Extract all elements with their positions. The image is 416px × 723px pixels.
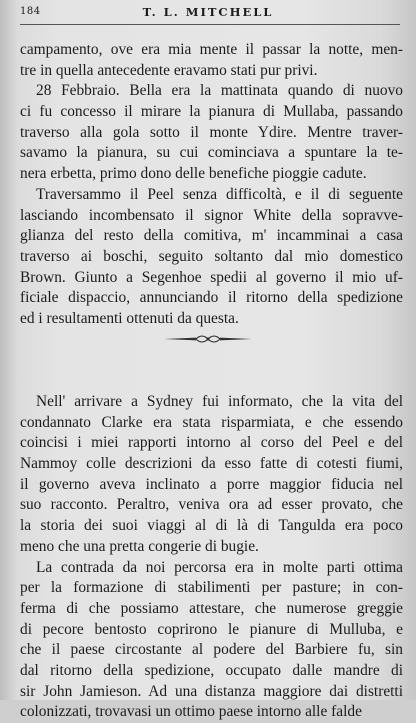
text-line: lasciando incombensato il signor White della sopravve- (20, 206, 403, 224)
text-line: che il paese circostante al podere del Barbiere fu, sin (20, 641, 403, 659)
text-line: Nell' arrivare a Sydney fui informato, che la vita del (36, 393, 403, 410)
text-line: 28 Febbraio. Bella era la mattinata quando di nuovo (36, 82, 403, 100)
text-line: Brown. Giunto a Segenhoe spedii al governo il mio uf- (20, 268, 403, 286)
page-number: 184 (20, 6, 41, 17)
text-line: meno che una pretta congerie di bugie. (20, 537, 259, 555)
text-block-2 (20, 392, 403, 723)
text-line: la storia dei suoi viaggi al di là di Tangulda era poco (20, 517, 403, 535)
running-head: T. L. MITCHELL (142, 5, 274, 19)
text-line: coincisi i miei rapporti intorno al corso del Peel e del (20, 434, 403, 452)
text-line: suo racconto. Peraltro, veniva ora ad esser provato, che (20, 496, 403, 514)
text-line: glianza del resto della comitiva, m' incamminai a casa (20, 227, 403, 245)
text-line: campamento, ove era mia mente il passar la notte, men- (20, 41, 403, 58)
text-line: nera erbetta, primo dono delle benefiche pioggie cadute. (20, 165, 367, 183)
text-line: Traversammo il Peel senza difficoltà, e il di seguente (36, 185, 403, 203)
text-line: ferma di che possiamo attestare, che numerose greggie (20, 599, 403, 617)
text-line: ed i resultamenti ottenuti da questa. (20, 309, 239, 327)
page-header (18, 4, 398, 22)
text-block-1 (20, 40, 403, 330)
text-line: sir John Jamieson. Ad una distanza maggiore dai distretti (20, 682, 403, 700)
text-line: La contrada da noi percorsa era in molte parti ottima (36, 558, 403, 576)
text-line: dal ritorno della spedizione, occupato dalle mandre di (20, 661, 403, 679)
text-line: di pecore bentosto coprirono le pianure di Mulluba, e (20, 620, 403, 638)
text-line: traverso alla gola sotto il monte Ydire. Mentre traver- (20, 123, 403, 141)
text-line: ci fu concesso il mirare la pianura di Mullaba, passando (20, 103, 403, 121)
text-line: per la formazione di stabilimenti per pasture; in con- (20, 579, 403, 597)
text-line: condannato Clarke era stata risparmiata, e che essendo (20, 413, 403, 431)
text-line: colonizzati, trovavasi un ottimo paese intorno alle falde (20, 703, 362, 721)
text-line: il governo aveva inclinato a porre maggior fiducia nel (20, 475, 403, 493)
header-rule (20, 24, 400, 25)
text-line: tre in quella antecedente eravamo stati pur privi. (20, 61, 318, 79)
ornament-divider (162, 332, 254, 346)
text-line: ficiale dispaccio, annunciando il ritorno della spedizione (20, 289, 403, 307)
text-line: savamo la pianura, su cui cominciava a spuntare la te- (20, 144, 403, 162)
text-line: Nammoy colle descrizioni da esso fatte di cotesti fiumi, (20, 455, 403, 473)
text-line: traverso ai boschi, seguito soltanto dal mio domestico (20, 247, 403, 265)
